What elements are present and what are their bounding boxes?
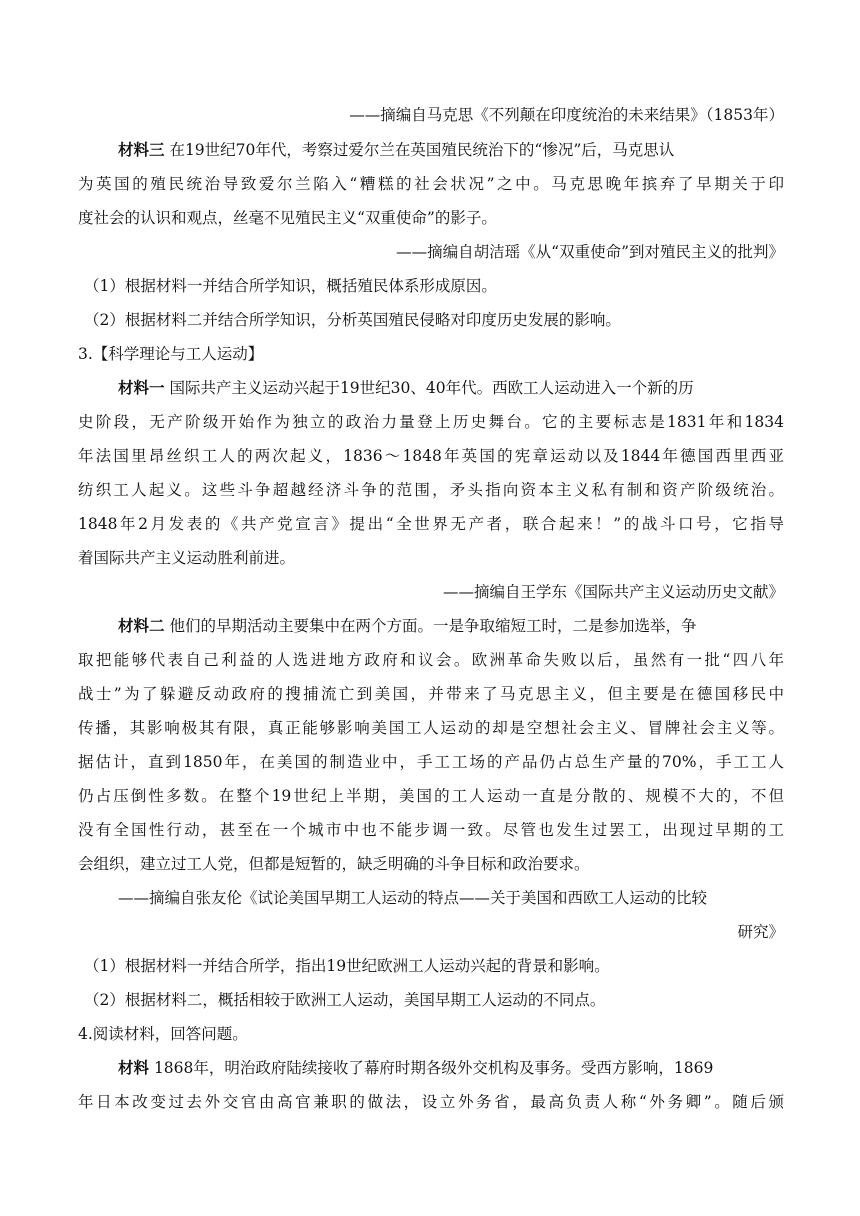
paragraph-line: 着国际共产主义运动胜利前进。 — [78, 549, 296, 567]
paragraph-line: 年日本改变过去外交官由高官兼职的做法，设立外务省，最高负责人称“外务卿”。随后颁 — [78, 1093, 784, 1111]
paragraph-line: 1848年2月发表的《共产党宣言》提出“全世界无产者，联合起来！”的战斗口号，它指导 — [78, 515, 784, 533]
question-item: （2）根据材料二并结合所学知识，分析英国殖民侵略对印度历史发展的影响。 — [84, 311, 621, 329]
material-label: 材料 — [118, 1058, 150, 1077]
paragraph-line: 年法国里昂丝织工人的两次起义，1836～1848年英国的宪章运动以及1844年德国西里西亚 — [78, 447, 784, 465]
paragraph-line: 战士”为了躲避反动政府的搜捕流亡到美国，并带来了马克思主义，但主要是在德国移民中 — [78, 685, 784, 703]
paragraph-line: 材料三 在19世纪70年代，考察过爱尔兰在英国殖民统治下的“惨况”后，马克思认 — [118, 140, 675, 159]
paragraph-line: 仍占压倒性多数。在整个19世纪上半期，美国的工人运动一直是分散的、规模不大的，不但 — [78, 787, 784, 805]
paragraph-line: 没有全国性行动，甚至在一个城市中也不能步调一致。尽管也发生过罢工，出现过早期的工 — [78, 821, 784, 839]
paragraph-line: 度社会的认识和观点，丝毫不见殖民主义“双重使命”的影子。 — [78, 209, 497, 227]
paragraph-line: 据估计，直到1850年，在美国的制造业中，手工工场的产品仍占总生产量的70%，手工工人 — [78, 753, 784, 771]
paragraph-line: 传播，其影响极其有限，真正能够影响美国工人运动的却是空想社会主义、冒牌社会主义等。 — [78, 719, 784, 737]
source-citation: 研究》 — [737, 923, 784, 941]
question-heading: 4.阅读材料，回答问题。 — [78, 1025, 248, 1043]
question-item: （2）根据材料二，概括相较于欧洲工人运动，美国早期工人运动的不同点。 — [84, 991, 606, 1009]
paragraph-line: 会组织，建立过工人党，但都是短暂的，缺乏明确的斗争目标和政治要求。 — [78, 855, 590, 873]
paragraph-line: 材料二 他们的早期活动主要集中在两个方面。一是争取缩短工时，二是参加选举，争 — [118, 616, 697, 635]
paragraph-line: 纺织工人起义。这些斗争超越经济斗争的范围，矛头指向资本主义私有制和资产阶级统治。 — [78, 481, 784, 499]
source-citation: ——摘编自王学东《国际共产主义运动历史文献》 — [442, 583, 784, 601]
source-citation: ——摘编自马克思《不列颠在印度统治的未来结果》（1853年） — [349, 106, 784, 124]
paragraph-line: 史阶段，无产阶级开始作为独立的政治力量登上历史舞台。它的主要标志是1831年和1834 — [78, 413, 784, 431]
source-citation: ——摘编自胡洁瑶《从“双重使命”到对殖民主义的批判》 — [396, 243, 784, 261]
paragraph-line: 材料 1868年，明治政府陆续接收了幕府时期各级外交机构及事务。受西方影响，1869 — [118, 1058, 714, 1077]
material-label: 材料三 — [118, 140, 165, 159]
material-label: 材料二 — [118, 616, 165, 635]
question-heading: 3.【科学理论与工人运动】 — [78, 345, 264, 363]
source-citation: ——摘编自张友伦《试论美国早期工人运动的特点——关于美国和西欧工人运动的比较 — [118, 889, 708, 907]
question-item: （1）根据材料一并结合所学，指出19世纪欧洲工人运动兴起的背景和影响。 — [84, 957, 610, 975]
paragraph-line: 为英国的殖民统治导致爱尔兰陷入“糟糕的社会状况”之中。马克思晚年摈弃了早期关于印 — [78, 175, 784, 193]
paragraph-line: 材料一 国际共产主义运动兴起于19世纪30、40年代。西欧工人运动进入一个新的历 — [118, 378, 694, 397]
paragraph-line: 取把能够代表自己利益的人选进地方政府和议会。欧洲革命失败以后，虽然有一批“四八年 — [78, 651, 784, 669]
question-item: （1）根据材料一并结合所学知识，概括殖民体系形成原因。 — [84, 277, 497, 295]
material-label: 材料一 — [118, 378, 165, 397]
